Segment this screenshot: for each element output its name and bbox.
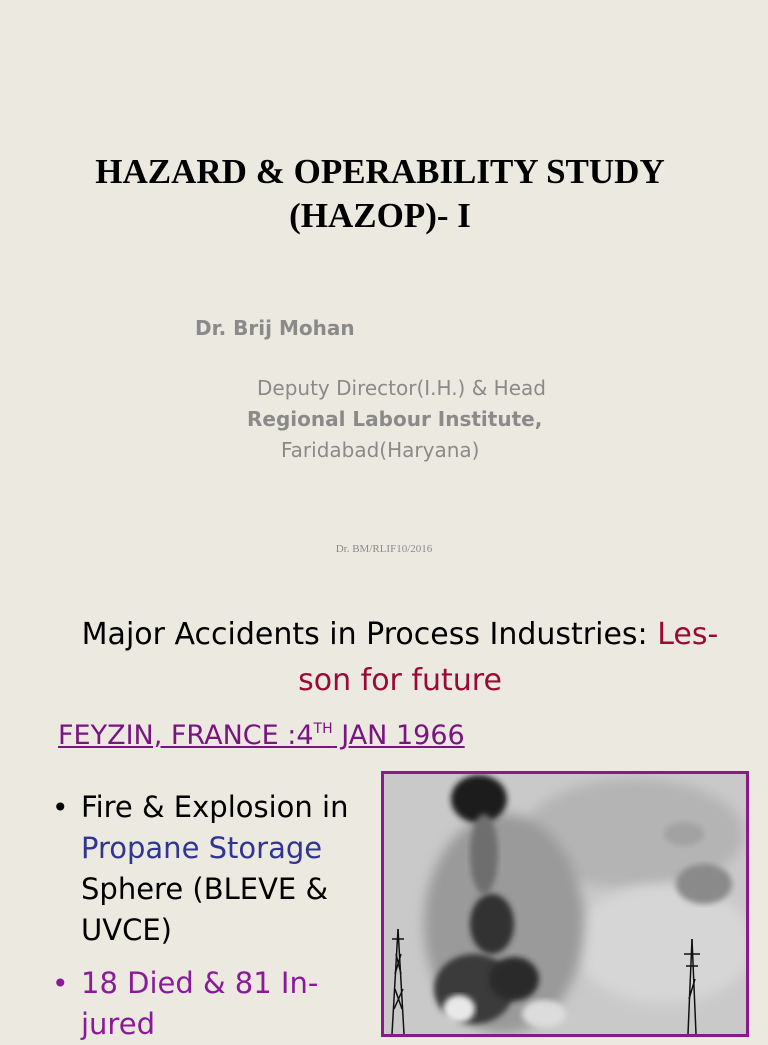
slide-title-line-1: HAZARD & OPERABILITY STUDY [95,152,665,191]
slide-title [0,150,760,238]
author-location: Faridabad(Haryana) [281,438,480,462]
bullet1-post-line1: Sphere (BLEVE & [81,872,329,906]
slide-footer-code: Dr. BM/RLIF10/2016 [335,543,433,555]
author-name: Dr. Brij Mohan [195,316,355,340]
bullet2-line1: 18 Died & 81 In- [81,966,319,1000]
explosion-photo [381,771,749,1037]
bullet-item-fire [50,787,360,951]
slide2-heading-main: Major Accidents in Process Industries: [81,617,658,652]
slide-title-line-2: (HAZOP)- I [289,196,471,235]
incident-heading [58,720,465,751]
incident-prefix: FEYZIN, FRANCE :4 [58,720,314,751]
explosion-photo-drawing [384,774,746,1034]
bullet1-post-line2: UVCE) [81,913,172,947]
bullet-item-casualties [50,963,360,1045]
incident-suffix: JAN 1966 [332,720,465,751]
bullet1-highlight: Propane Storage [81,831,323,865]
incident-superscript: TH [313,721,333,737]
author-designation: Deputy Director(I.H.) & Head [257,376,546,400]
author-institute: Regional Labour Institute, [247,407,543,431]
bullet1-pre: Fire & Explosion in [81,790,349,824]
bullet-list [50,787,360,1045]
bullet2-line2: jured [81,1007,155,1041]
slide2-heading-accent-1: Les- [657,617,719,652]
slide2-heading [50,612,750,704]
slide2-heading-accent-2: son for future [298,663,502,698]
